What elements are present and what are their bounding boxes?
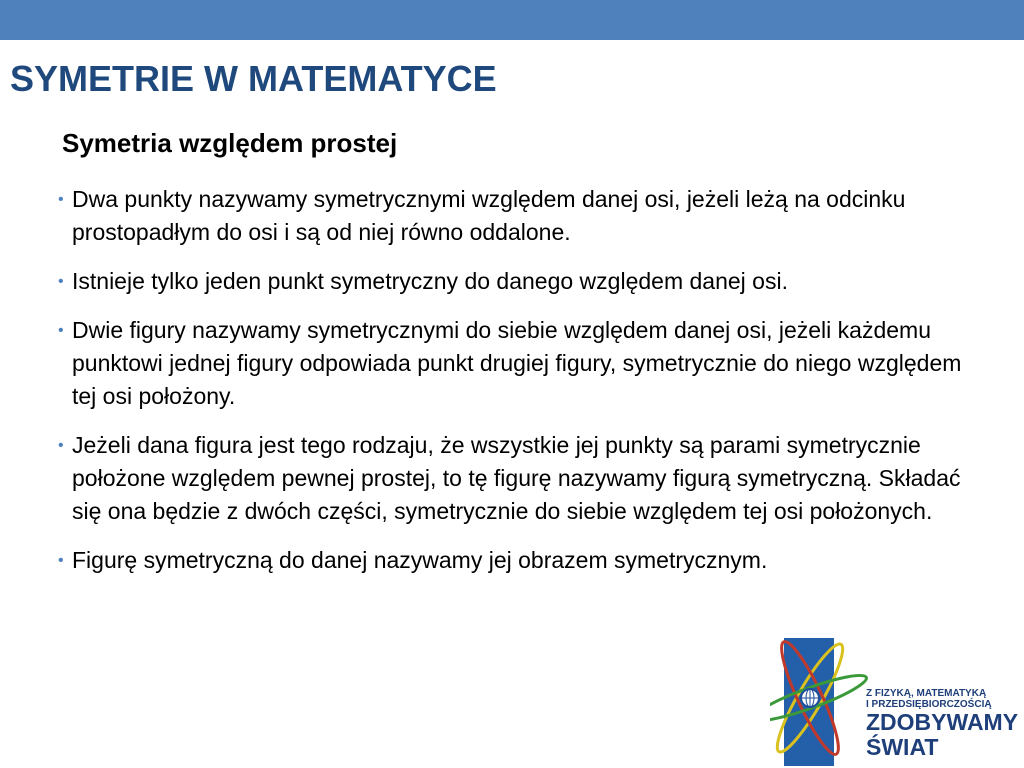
logo-tagline — [866, 688, 992, 710]
bullet-item — [58, 265, 978, 298]
logo-tagline-line2: I PRZEDSIĘBIORCZOŚCIĄ — [866, 699, 992, 710]
bullet-dot-icon: • — [58, 191, 64, 208]
slide-subtitle: Symetria względem prostej — [62, 128, 398, 158]
bullet-item — [58, 183, 978, 249]
bullet-item — [58, 314, 978, 413]
bullet-list — [58, 183, 978, 593]
logo-tagline-line1: Z FIZYKĄ, MATEMATYKĄ — [866, 688, 987, 699]
bullet-text: Jeżeli dana figura jest tego rodzaju, że wszystkie jej punkty są parami symetrycznie położone względem pewnej prostej, to tę figurę nazywamy figurą symetryczną. Składać się ona będzie z dwóch części, symetrycznie do siebie względem tej osi położonych. — [72, 432, 961, 524]
top-bar — [0, 0, 1024, 40]
slide-title: SYMETRIE W MATEMATYCE — [10, 58, 497, 99]
atom-logo-icon — [770, 618, 870, 768]
logo-name-line2: ŚWIAT — [866, 734, 939, 760]
bullet-dot-icon: • — [58, 552, 64, 569]
bullet-text: Figurę symetryczną do danej nazywamy jej obrazem symetrycznym. — [72, 547, 768, 573]
bullet-dot-icon: • — [58, 322, 64, 339]
bullet-text: Dwa punkty nazywamy symetrycznymi względem danej osi, jeżeli leżą na odcinku prostopadłym do osi i są od niej równo oddalone. — [72, 186, 906, 245]
bullet-dot-icon: • — [58, 273, 64, 290]
bullet-text: Istnieje tylko jeden punkt symetryczny do danego względem danej osi. — [72, 268, 788, 294]
bullet-dot-icon: • — [58, 437, 64, 454]
project-logo — [770, 618, 1024, 768]
logo-name-line1: ZDOBYWAMY — [866, 709, 1019, 735]
bullet-item — [58, 429, 978, 528]
bullet-text: Dwie figury nazywamy symetrycznymi do siebie względem danej osi, jeżeli każdemu punktowi jednej figury odpowiada punkt drugiej figury, symetrycznie do niego względem tej osi położony. — [72, 317, 962, 409]
bullet-item — [58, 544, 978, 577]
